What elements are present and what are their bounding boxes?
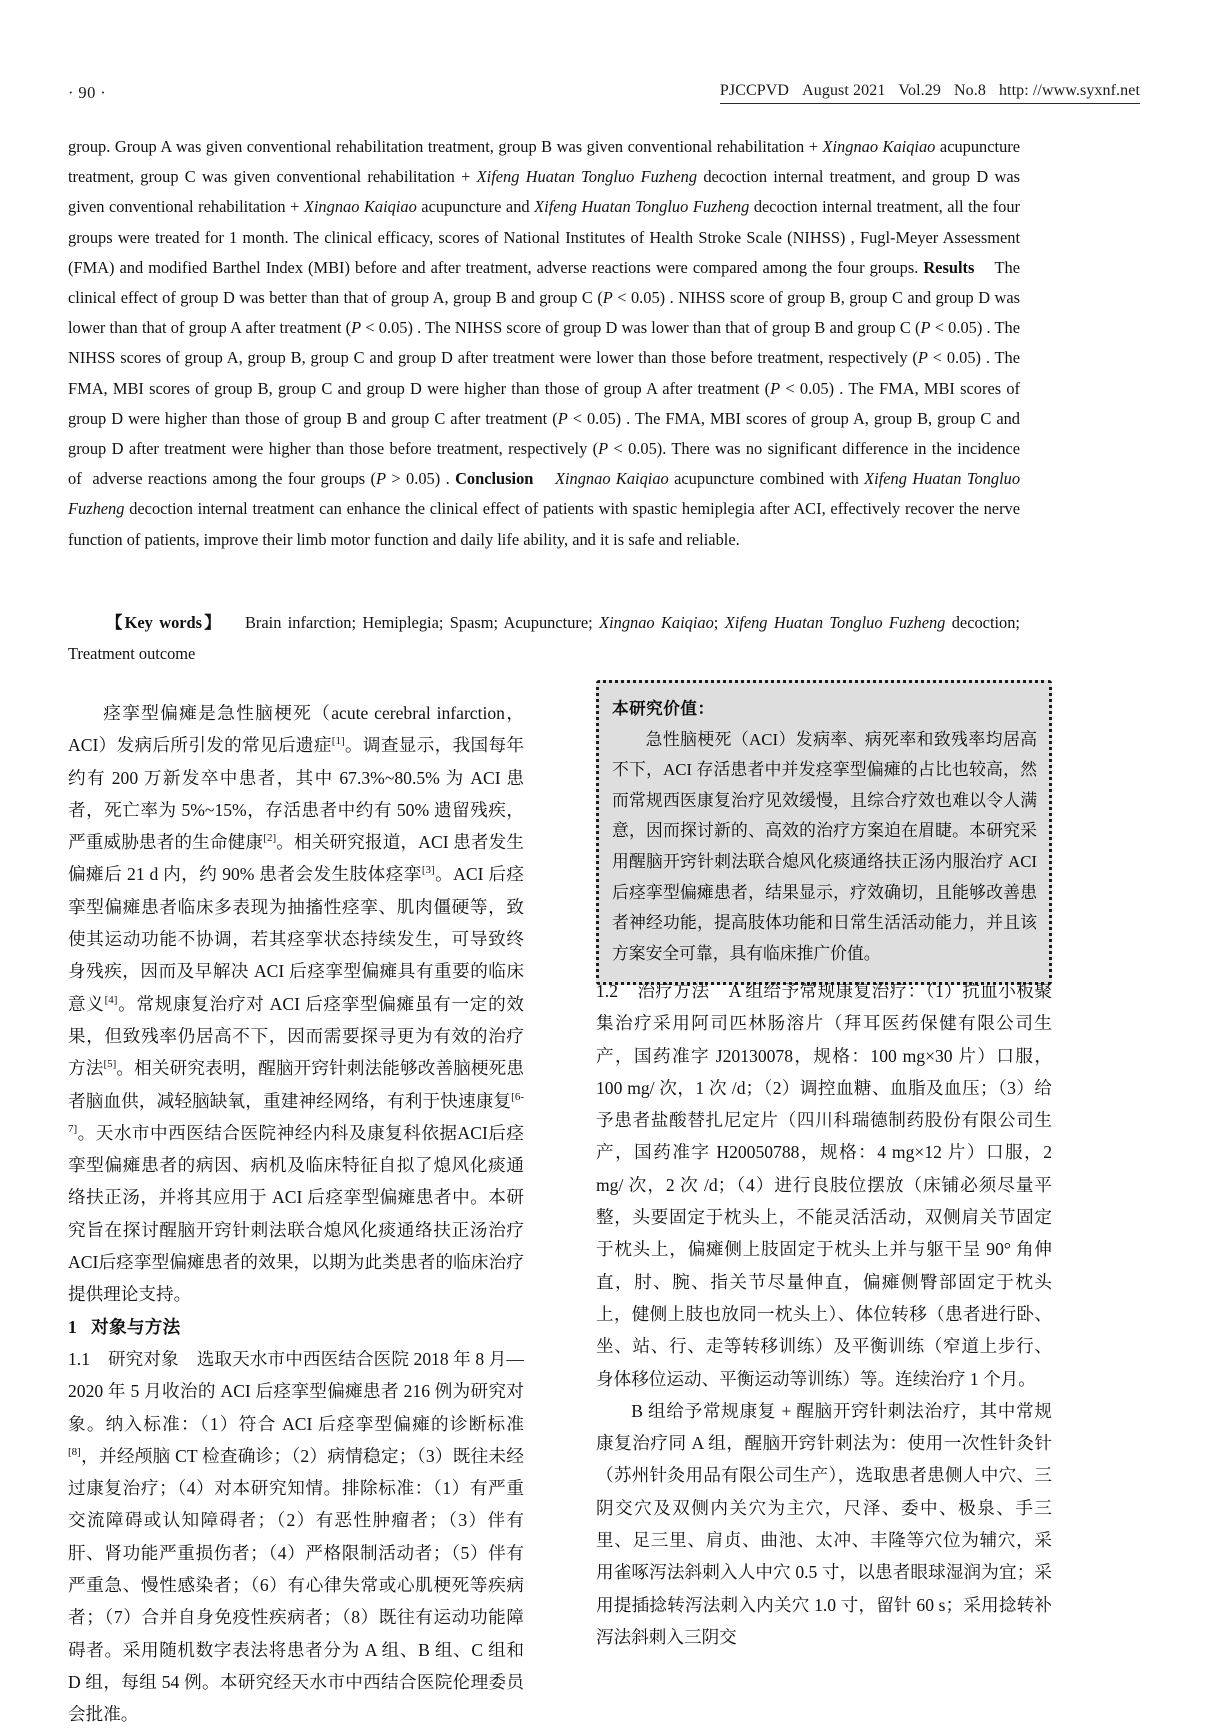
issue-number: No.8 <box>953 82 986 99</box>
journal-url: http: //www.syxnf.net <box>998 82 1140 99</box>
section-number: 1 <box>68 1316 78 1337</box>
introduction-paragraph: 痉挛型偏瘫是急性脑梗死（acute cerebral infarction，ACI）发病后所引发的常见后遗症[1]。调查显示，我国每年约有 200 万新发卒中患者，其中 67.3%~80.5% 为 ACI 患者，死亡率为 5%~15%，存活患者中约有 50% 遗留残疾，严重威胁患者的生命健康[2]。相关研究报道，ACI 患者发生偏瘫后 21 d 内，约 90% 患者会发生肢体痉挛[3]。ACI 后痉挛型偏瘫患者临床多表现为抽搐性痉挛、肌肉僵硬等，致使其运动功能不协调，若其痉挛状态持续发生，可导致终身残疾，因而及早解决 ACI 后痉挛型偏瘫具有重要的临床意义[4]。常规康复治疗对 ACI 后痉挛型偏瘫虽有一定的效果，但致残率仍居高不下，因而需要探寻更为有效的治疗方法[5]。相关研究表明，醒脑开窍针刺法能够改善脑梗死患者脑血供，减轻脑缺氧，重建神经网络，有利于快速康复[6-7]。天水市中西医结合医院神经内科及康复科依据ACI后痉挛型偏瘫患者的病因、病机及临床特征自拟了熄风化痰通络扶正汤，并将其应用于 ACI 后痉挛型偏瘫患者中。本研究旨在探讨醒脑开窍针刺法联合熄风化痰通络扶正汤治疗ACI后痉挛型偏瘫患者的效果，以期为此类患者的临床治疗提供理论支持。 <box>68 703 524 1305</box>
subsection-body: 选取天水市中西医结合医院 2018 年 8 月—2020 年 5 月收治的 ACI 后痉挛型偏瘫患者 216 例为研究对象。纳入标准：（1）符合 ACI 后痉挛型偏瘫的诊断标准[8]，并经颅脑 CT 检查确诊；（2）病情稳定；（3）既往未经过康复治疗；（4）对本研究知情。排除标准：（1）有严重交流障碍或认知障碍者；（2）有恶性肿瘤者；（3）伴有肝、肾功能严重损伤者；（4）严格限制活动者；（5）伴有严重急、慢性感染者；（6）有心律失常或心肌梗死等疾病者；（7）合并自身免疫性疾病者；（8）既往有运动功能障碍者。采用随机数字表法将患者分为 A 组、B 组、C 组和 D 组，每组 54 例。本研究经天水市中西结合医院伦理委员会批准。 <box>68 1348 524 1725</box>
keywords-paragraph <box>68 608 1020 668</box>
volume: Vol.29 <box>898 82 941 99</box>
journal-abbrev: PJCCPVD <box>719 82 790 99</box>
subsection-number: 1.1 <box>68 1348 90 1369</box>
group-a-treatment: A 组给予常规康复治疗：（1）抗血小板聚集治疗采用阿司匹林肠溶片（拜耳医药保健有限公司生产，国药准字 J20130078，规格：100 mg×30 片）口服，100 mg/ 次，1 次 /d；（2）调控血糖、血脂及血压；（3）给予患者盐酸替扎尼定片（四川科瑞德制药股份有限公司生产，国药准字 H20050788，规格：4 mg×12 片）口服，2 mg/ 次，2 次 /d；（4）进行良肢位摆放（床铺必须尽量平整，头要固定于枕头上，不能灵活活动，双侧肩关节固定于枕头上，偏瘫侧上肢固定于枕头上并与躯干呈 90° 角伸直，肘、腕、指关节尽量伸直，偏瘫侧臀部固定于枕头上，健侧上肢也放同一枕头上）、体位转移（患者进行卧、坐、站、行、走等转移训练）及平衡训练（窄道上步行、身体移位运动、平衡运动等训练）等。连续治疗 1 个月。 <box>596 981 1052 1389</box>
keywords-block <box>68 592 1020 685</box>
section-title: 对象与方法 <box>91 1316 181 1337</box>
body-column-left <box>68 697 524 1731</box>
body-column-right <box>596 975 1052 1653</box>
running-head <box>68 78 1140 104</box>
research-value-box <box>596 680 1052 985</box>
subsection-1-2 <box>596 975 1052 1395</box>
subsection-title: 治疗方法 <box>637 981 710 1001</box>
subsection-1-1 <box>68 1343 524 1731</box>
keywords-label: 【Key words】 <box>106 613 223 633</box>
abstract-paragraph: group. Group A was given conventional rehabilitation treatment, group B was given conventional rehabilitation + Xingnao Kaiqiao acupuncture treatment, group C was given conventional rehabilitation + Xifeng Huatan Tongluo Fuzheng decoction internal treatment, and group D was given conventional rehabilitation + Xingnao Kaiqiao acupuncture and Xifeng Huatan Tongluo Fuzheng decoction internal treatment, all the four groups were treated for 1 month. The clinical efficacy, scores of National Institutes of Health Stroke Scale (NIHSS) , Fugl-Meyer Assessment (FMA) and modified Barthel Index (MBI) before and after treatment, adverse reactions were compared among the four groups. Results The clinical effect of group D was better than that of group A, group B and group C (P < 0.05) . NIHSS score of group B, group C and group D was lower than that of group A after treatment (P < 0.05) . The NIHSS score of group D was lower than that of group B and group C (P < 0.05) . The NIHSS scores of group A, group B, group C and group D after treatment were lower than those before treatment, respectively (P < 0.05) . The FMA, MBI scores of group B, group C and group D were higher than those of group A after treatment (P < 0.05) . The FMA, MBI scores of group D were higher than those of group B and group C after treatment (P < 0.05) . The FMA, MBI scores of group A, group B, group C and group D after treatment were higher than those before treatment, respectively (P < 0.05). There was no significant difference in the incidence of adverse reactions among the four groups (P > 0.05) . Conclusion Xingnao Kaiqiao acupuncture combined with Xifeng Huatan Tongluo Fuzheng decoction internal treatment can enhance the clinical effect of patients with spastic hemiplegia after ACI, effectively recover the nerve function of patients, improve their limb motor function and daily life ability, and it is safe and reliable. <box>68 137 1021 549</box>
keywords-text: Brain infarction; Hemiplegia; Spasm; Acupuncture; Xingnao Kaiqiao; Xifeng Huatan Tongluo Fuzheng decoction; Treatment outcome <box>68 613 1020 663</box>
subsection-number: 1.2 <box>596 981 618 1001</box>
research-value-body: 急性脑梗死（ACI）发病率、病死率和致残率均居高不下，ACI 存活患者中并发痉挛型偏瘫的占比也较高，然而常规西医康复治疗见效缓慢，且综合疗效也难以令人满意，因而探讨新的、高效的治疗方案迫在眉睫。本研究采用醒脑开窍针刺法联合熄风化痰通络扶正汤内服治疗 ACI 后痉挛型偏瘫患者，结果显示，疗效确切，且能够改善患者神经功能，提高肢体功能和日常生活活动能力，并且该方案安全可靠，具有临床推广价值。 <box>612 729 1037 963</box>
journal-citation-line <box>720 82 1140 104</box>
subsection-title: 研究对象 <box>107 1348 179 1369</box>
abstract-continuation <box>68 132 1020 555</box>
issue-date: August 2021 <box>802 82 886 99</box>
research-value-title: 本研究价值： <box>612 699 715 718</box>
section-heading-1 <box>68 1311 524 1343</box>
group-b-treatment: B 组给予常规康复 + 醒脑开窍针刺法治疗，其中常规康复治疗同 A 组，醒脑开窍针刺法为：使用一次性针灸针（苏州针灸用品有限公司生产），选取患者患侧人中穴、三阴交穴及双侧内关穴为主穴，尺泽、委中、极泉、手三里、足三里、肩贞、曲池、太冲、丰隆等穴位为辅穴，采用雀啄泻法斜刺入人中穴 0.5 寸，以患者眼球湿润为宜；采用提插捻转泻法刺入内关穴 1.0 寸，留针 60 s；采用捻转补泻法斜刺入三阴交 <box>596 1400 1052 1647</box>
page-number: · 90 · <box>68 83 107 102</box>
